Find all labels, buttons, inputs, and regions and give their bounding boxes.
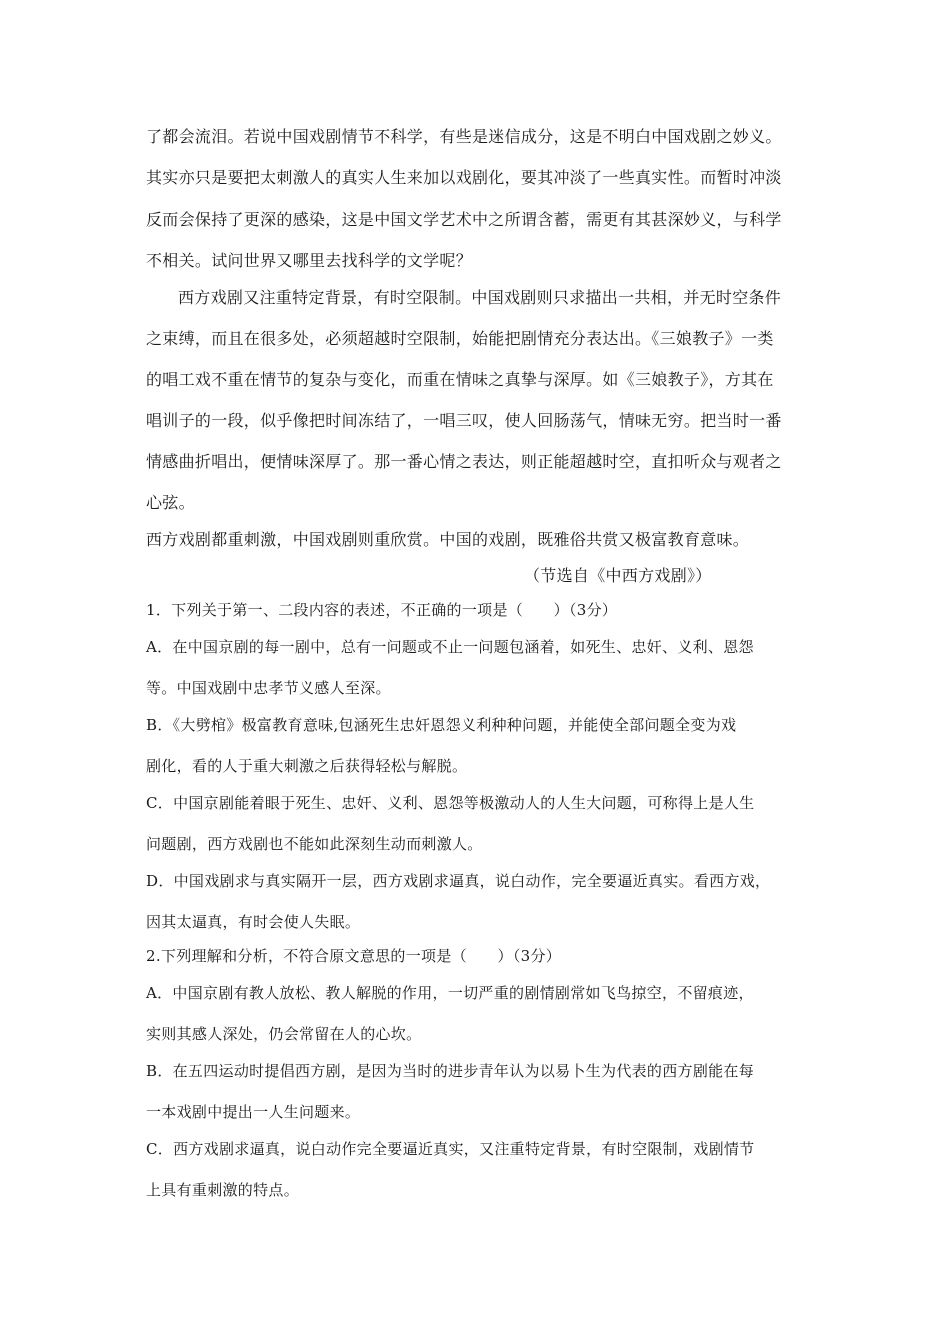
passage-line: 了都会流泪。若说中国戏剧情节不科学，有些是迷信成分，这是不明白中国戏剧之妙义。	[146, 127, 782, 146]
option-a-cont: 等。中国戏剧中忠孝节义感人至深。	[146, 679, 391, 697]
option-b: B．《大劈棺》极富教育意味,包涵死生忠奸恩怨义利种种问题，并能使全部问题全变为戏	[146, 716, 737, 734]
option-c-cont: 问题剧，西方戏剧也不能如此深刻生动而刺激人。	[146, 835, 483, 853]
passage-line: 西方戏剧都重刺激，中国戏剧则重欣赏。中国的戏剧，既雅俗共赏又极富教育意味。	[146, 530, 750, 549]
option-a: A．中国京剧有教人放松、教人解脱的作用，一切严重的剧情剧常如飞鸟掠空，不留痕迹，	[146, 984, 754, 1002]
option-b: B．在五四运动时提倡西方剧，是因为当时的进步青年认为以易卜生为代表的西方剧能在每	[146, 1062, 755, 1080]
option-a-cont: 实则其感人深处，仍会常留在人的心坎。	[146, 1025, 422, 1043]
passage-line: 西方戏剧又注重特定背景，有时空限制。中国戏剧则只求描出一共相，并无时空条件	[178, 288, 782, 307]
passage-source: （节选自《中西方戏剧》）	[524, 566, 712, 585]
option-b-cont: 剧化，看的人于重大刺激之后获得轻松与解脱。	[146, 757, 468, 775]
option-c: C．西方戏剧求逼真，说白动作完全要逼近真实，又注重特定背景，有时空限制，戏剧情节	[146, 1140, 755, 1158]
option-a: A．在中国京剧的每一剧中，总有一问题或不止一问题包涵着，如死生、忠奸、义利、恩怨	[146, 638, 754, 656]
passage-line: 心弦。	[146, 493, 195, 512]
option-d: D．中国戏剧求与真实隔开一层，西方戏剧求逼真，说白动作，完全要逼近真实。看西方戏，	[146, 872, 771, 890]
passage-line: 其实亦只是要把太刺激人的真实人生来加以戏剧化，要其冲淡了一些真实性。而暂时冲淡	[146, 168, 782, 187]
passage-line: 不相关。试问世界又哪里去找科学的文学呢？	[146, 251, 473, 270]
passage-line: 唱训子的一段，似乎像把时间冻结了，一唱三叹，使人回肠荡气，情味无穷。把当时一番	[146, 411, 782, 430]
passage-line: 反而会保持了更深的感染，这是中国文学艺术中之所谓含蓄，需更有其甚深妙义，与科学	[146, 210, 782, 229]
option-c-cont: 上具有重刺激的特点。	[146, 1181, 300, 1199]
option-c: C．中国京剧能着眼于死生、忠奸、义利、恩怨等极激动人的人生大问题，可称得上是人生	[146, 794, 755, 812]
question-stem: 1．下列关于第一、二段内容的表述，不正确的一项是（ ）（3分）	[146, 601, 618, 619]
passage-line: 情感曲折唱出，便情味深厚了。那一番心情之表达，则正能超越时空，直扣听众与观者之	[146, 452, 782, 471]
option-b-cont: 一本戏剧中提出一人生问题来。	[146, 1103, 361, 1121]
option-d-cont: 因其太逼真，有时会使人失眠。	[146, 913, 361, 931]
passage-line: 的唱工戏不重在情节的复杂与变化，而重在情味之真挚与深厚。如《三娘教子》，方其在	[146, 370, 774, 389]
passage-line: 之束缚，而且在很多处，必须超越时空限制，始能把剧情充分表达出。《三娘教子》一类	[146, 329, 774, 348]
question-stem: 2.下列理解和分析，不符合原文意思的一项是（ ）（3分）	[146, 947, 562, 965]
